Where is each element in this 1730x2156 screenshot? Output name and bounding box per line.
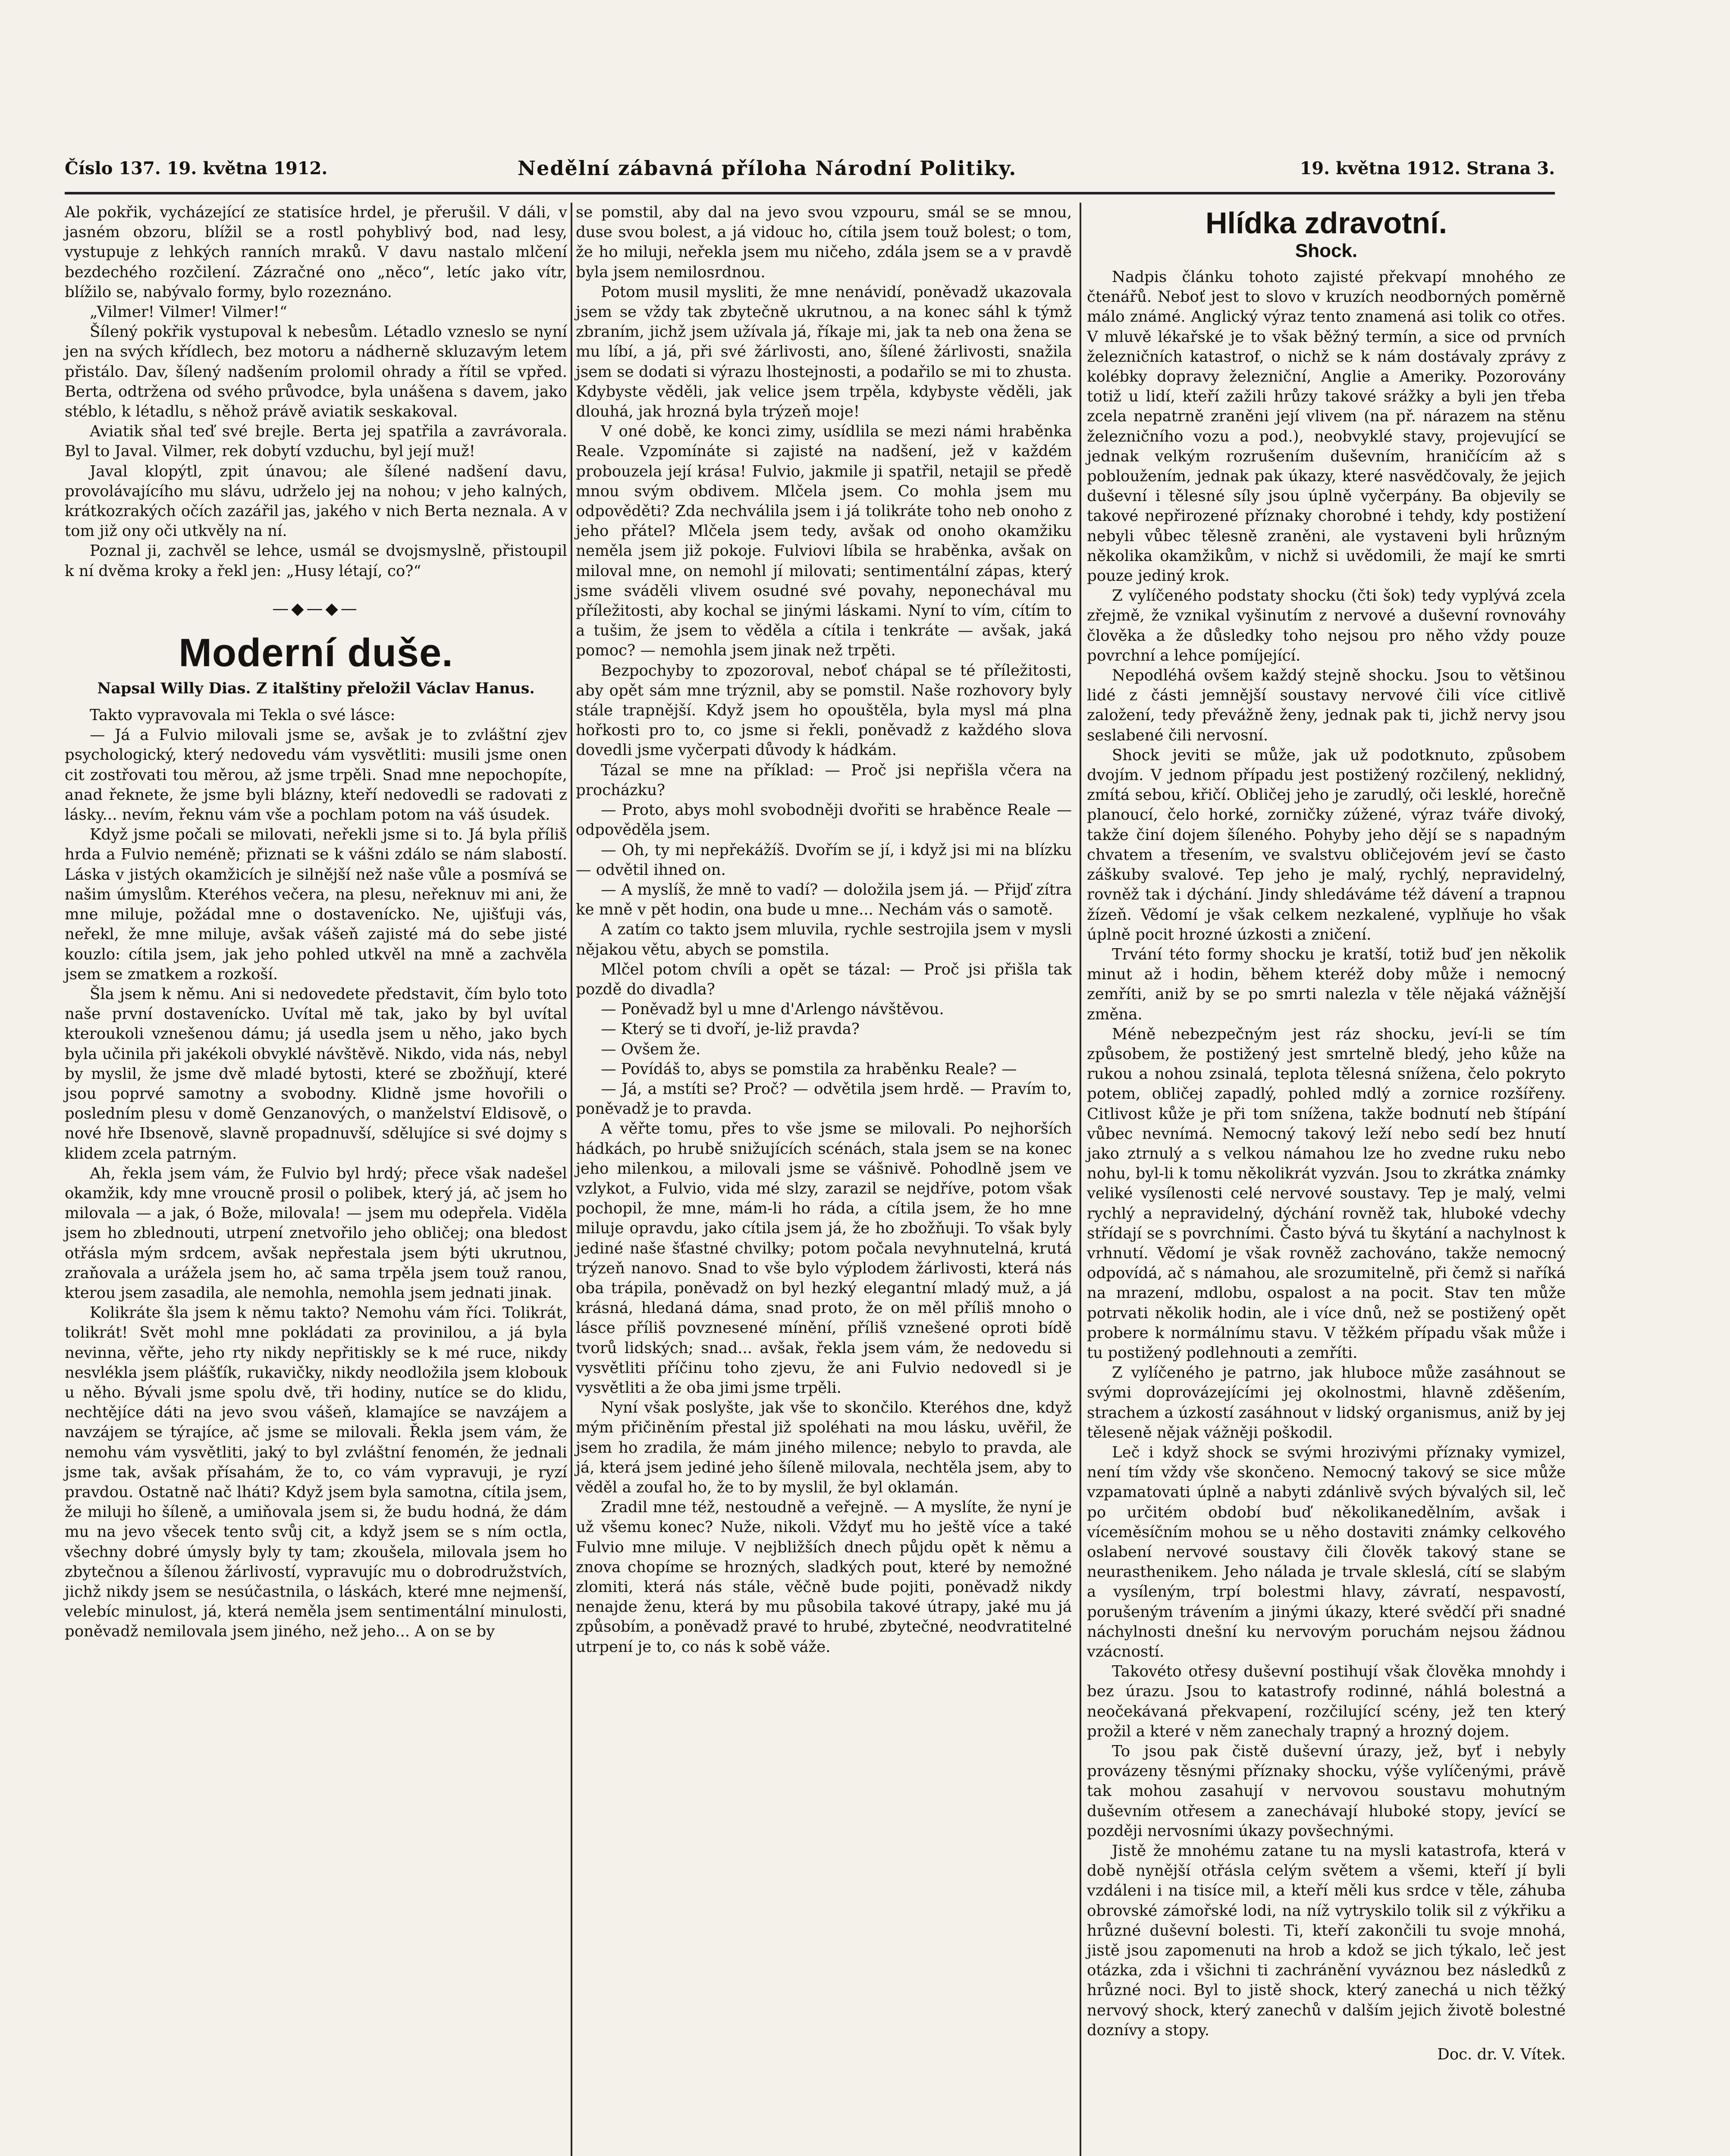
paragraph: Z vylíčeného podstaty shocku (čti šok) tedy vyplývá zcela zřejmě, že vznikal vyšinutím z nervové a duševní rovnováhy člověka a že důsledky toho nejsou pro něho vždy pouze povrchní a lehce pomíjející. bbox=[1087, 587, 1566, 664]
paragraph: Bezpochyby to zpozoroval, neboť chápal se té příležitosti, aby opět sám mne trýznil, aby se pomstil. Naše rozhovory byly stále trapnější. Když jsem ho opouštěla, byla mysl má plna hořkosti pro to, co jsme si řekli, poněvadž z každého slova dovedli jsme vyčerpati důvody k hádkám. bbox=[576, 661, 1072, 759]
paragraph: Nepodléhá ovšem každý stejně shocku. Jsou to většinou lidé z části jemnější soustavy nervové čili více citlivě založení, tedy převážně ženy, jednak pak ti, jichž nervy jsou seslabené čili nervosní. bbox=[1087, 667, 1566, 744]
paragraph: — Já a Fulvio milovali jsme se, avšak je to zvláštní zjev psychologický, který nedovedu vám vysvětliti: musili jsme onen cit zostřovati tou měrou, až jsme trpěli. Snad mne nepochopíte, anad řeknete, že jsme byli blázny, kteří nedovedli se radovati z lásky... nevím, řeknu vám vše a pochlam potom na váš úsudek. bbox=[65, 726, 567, 824]
paragraph: Shock jeviti se může, jak už podotknuto, způsobem dvojím. V jednom případu jest postižený rozčilený, neklidný, zmítá sebou, křičí. Obličej jeho je zarudlý, oči lesklé, horečně planoucí, čelo horké, zorničky zúžené, výraz tváře divoký, takže činí dojem šíleného. Pohyby jeho dějí se s napadným chvatem a třesením, ve svalstvu obličejovém jeví se často záškuby svalové. Tep jeho je malý, rychlý, nepravidelný, rovněž tak i dýchání. Jindy shledáváme též dávení a trapnou žízeň. Vědomí je však celkem nezkalené, vyplňuje ho však úplně pocit hrozné úzkosti a zničení. bbox=[1087, 746, 1566, 943]
paragraph: Ah, řekla jsem vám, že Fulvio byl hrdý; přece však nadešel okamžik, kdy mne vroucně prosil o polibek, který já, ač jsem ho milovala — a jak, ó Bože, milovala! — jsem mu odepřela. Viděla jsem ho zblednouti, utrpení znetvořilo jeho obličej; ona bledost otřásla mým srdcem, avšak nepřestala jsem býti ukrutnou, zraňovala a urážela jsem ho, ač sama trpěla jsem touž ranou, kterou jsem zasadila, ale nemohla, nemohla jsem jednati jinak. bbox=[65, 1164, 567, 1302]
paragraph: Potom musil mysliti, že mne nenávidí, poněvadž ukazovala jsem se vždy tak zbytečně ukrutnou, a na konec sáhl k týmž zbraním, jichž jsem užívala já, říkaje mi, jak ta neb ona žena se mu líbí, a já, při své žárlivosti, ano, šílené žárlivosti, snažila jsem se dodati si výrazu lhostejnosti, a podařilo se mi to zhusta. Kdybyste věděli, jak velice jsem trpěla, kdybyste věděli, jak dlouhá, jak hrozná byla trýzeň moje! bbox=[576, 283, 1072, 421]
paragraph: — Proto, abys mohl svobodněji dvořiti se hraběnce Reale — odpověděla jsem. bbox=[576, 801, 1072, 839]
paragraph: — Oh, ty mi nepřekážíš. Dvořím se jí, i když jsi mi na blízku — odvětil ihned on. bbox=[576, 841, 1072, 879]
story-byline: Napsal Willy Dias. Z italštiny přeložil Václav Hanus. bbox=[97, 680, 535, 698]
page-number: 19. května 1912. Strana 3. bbox=[1300, 158, 1555, 179]
paragraph: Zradil mne též, nestoudně a veřejně. — A myslíte, že nyní je už všemu konec? Nuže, nikoli. Vždyť mu ho ještě více a také Fulvio mne miluje. V nejbližších dnech půjdu opět k němu a znova chopíme se hrozných, sladkých pout, které by nemožné zlomiti, která nás stále, věčně bude pojiti, poněvadž nikdy nenajde ženu, která by mu působila takové útrapy, jaké mu já způsobím, a poněvadž pravé to hrubé, zbytečné, neodvratitelné utrpení je to, co nás k sobě váže. bbox=[576, 1498, 1072, 1656]
section-subtitle: Shock. bbox=[1295, 240, 1358, 261]
paragraph: se pomstil, aby dal na jevo svou vzpouru, smál se se mnou, duse svou bolest, a já vidouc ho, cítila jsem touž bolest; o tom, že ho miluji, neřekla jsem mu ničeho, zdála jsem se a v pravdě byla jsem nemilosrdnou. bbox=[576, 204, 1072, 281]
issue-number: Číslo 137. 19. května 1912. bbox=[65, 158, 328, 179]
story-title: Moderní duše. bbox=[179, 631, 453, 675]
paragraph: To jsou pak čistě duševní úrazy, jež, byť i nebyly provázeny těsnými příznaky shocku, výše vylíčenými, právě tak mohou zasahují v nervovou soustavu mohutným duševním otřesem a zanechávají hluboké stopy, jevící se později nervosními úkazy povšechnými. bbox=[1087, 1742, 1566, 1840]
paragraph: Takto vypravovala mi Tekla o své lásce: bbox=[90, 706, 396, 724]
masthead-title: Nedělní zábavná příloha Národní Politiky. bbox=[518, 157, 1017, 180]
paragraph: Tázal se mne na příklad: — Proč jsi nepřišla včera na procházku? bbox=[576, 761, 1072, 799]
paragraph: Mlčel potom chvíli a opět se tázal: — Proč jsi přišla tak pozdě do divadla? bbox=[576, 960, 1072, 998]
paragraph: Méně nebezpečným jest ráz shocku, jeví-li se tím způsobem, že postižený jest smrtelně bledý, jeho kůže na rukou a nohou zsinalá, teplota tělesná snížena, čelo pokryto potem, obličej zapadlý, pohled mdlý a zornice rozšířeny. Citlivost kůže je při tom snížena, takže bodnutí neb štípání vůbec nevnímá. Nemocný takový leží nebo sedí bez hnutí jako ztrnulý a s velkou námahou lze ho zvedne ruku nebo nohu, byl-li k tomu několikrát vyzván. Jsou to zkrátka známky veliké vysílenosti celé nervové soustavy. Tep je malý, velmi rychlý a nepravidelný, dýchání rovněž tak, hluboké vdechy střídají se s povrchními. Často bývá tu škytání a nachylnost k vrhnutí. Vědomí je však rovněž zachováno, takže nemocný odpovídá, ač s námahou, ale srozumitelně, při čemž si naříká na mrazení, mdlobu, ospalost a na pocit. Stav ten může potrvati několik hodin, ale i více dnů, než se postižený opět probere k normálnímu stavu. V těžkém případu však může i tu postižený podlehnouti a zemříti. bbox=[1087, 1025, 1566, 1362]
paragraph: — A myslíš, že mně to vadí? — doložila jsem já. — Přijď zítra ke mně v pět hodin, ona bude u mne... Nechám vás o samotě. bbox=[576, 881, 1072, 919]
paragraph: — Ovšem že. bbox=[601, 1040, 701, 1058]
paragraph: V oné době, ke konci zimy, usídlila se mezi námi hraběnka Reale. Vzpomínáte si zajisté na nadšení, jež v každém probouzela její krása! Fulvio, jakmile ji spatřil, netajil se předě mnou svým obdivem. Mlčela jsem. Co mohla jsem mu odpověděti? Zda nechválila jsem i já tolikráte toho neb onoho z jeho přátel? Mlčela jsem tedy, avšak od onoho okamžiku neměla jsem již pokoje. Fulviovi líbila se hraběnka, avšak on miloval mne, on nemohl jí milovati; sentimentální zápas, který jsme sváděli vlivem osudné své povahy, neponechával mu příležitosti, aby kochal se jinými láskami. Nyní to vím, cítím to a tušim, že jsem to věděla a cítila i tenkráte — avšak, jaká pomoc? — nemohla jsem jinak než trpěti. bbox=[576, 423, 1072, 660]
paragraph: Leč i když shock se svými hrozivými příznaky vymizel, není tím vždy vše skončeno. Nemocný takový se sice může vzpamatovati úplně a nabyti zdánlivě svých bývalých sil, leč po určitém období buď několikanedělním, avšak i víceměsíčním mohou se u něho dostaviti známky celkového oslabení nervové soustavy čili člověk takový stane se neurasthenikem. Jeho nálada je trvale skleslá, cítí se slabým a vysíleným, trpí bolestmi hlavy, závratí, nespavostí, porušeným trávením a jinými úkazy, které svědčí při snadné náchylnosti dnešní ku nervovým poruchám nejsou žádnou vzácností. bbox=[1087, 1443, 1566, 1661]
paragraph: — Poněvadž byl u mne d'Arlengo návštěvou. bbox=[601, 1000, 944, 1018]
paragraph: — Já, a mstíti se? Proč? — odvětila jsem hrdě. — Pravím to, poněvadž je to pravda. bbox=[576, 1080, 1072, 1118]
column-left bbox=[65, 203, 567, 1642]
paragraph: — Povídáš to, abys se pomstila za hraběnku Reale? — bbox=[601, 1060, 1017, 1078]
paragraph: A věřte tomu, přes to vše jsme se milovali. Po nejhorších hádkách, po hrubě snižujících scénách, stala jsem se na konec jeho milenkou, a milovali jsme se vášnivě. Pohodlně jsem ve vzlykot, a Fulvio, vida mé slzy, zarazil se nejdříve, potom však pochopil, že mne, mám-li ho ráda, a cítila jsem, že ho mne miluje opravdu, jako cítila jsem já, že ho zbožňuji. To však byly jediné naše šťastné chvilky; potom počala nevyhnutelná, krutá trýzeň nanovo. Snad to vše bylo výplodem žárlivosti, která nás oba trápila, poněvadž on byl hezký elegantní mladý muž, a já krásná, hledaná dáma, snad proto, že on měl příliš mnoho o lásce příliš povznesené mínění, příliš vznešené oproti bídě tvorů lidských; snad... avšak, řekla jsem vám, že nedovedu si vysvětliti příčinu toho zjevu, že ani Fulvio nedovedl si je vysvětliti a že oba jimi jsme trpěli. bbox=[576, 1120, 1072, 1397]
paragraph: Trvání této formy shocku je kratší, totiž buď jen několik minut až i hodin, během kteréž doby může i nemocný zemříti, aniž by se po smrti nalezla v těle nějaká vážnější změna. bbox=[1087, 945, 1566, 1023]
paragraph: — Který se ti dvoří, je-liž pravda? bbox=[601, 1020, 860, 1038]
paragraph: Javal klopýtl, zpit únavou; ale šílené nadšení davu, provolávajícího mu slávu, udrželo jej na nohou; v jeho kalných, krátkozrakých očích zazářil jas, jakého v nich Berta neznala. A v tom již ony oči utkvěly na ní. bbox=[65, 462, 567, 540]
author-signature: Doc. dr. V. Vítek. bbox=[1437, 2046, 1566, 2064]
column-middle bbox=[576, 203, 1072, 1657]
section-title: Hlídka zdravotní. bbox=[1205, 206, 1447, 240]
column-divider bbox=[571, 203, 572, 2156]
column-divider bbox=[1080, 203, 1081, 2156]
page-header bbox=[65, 153, 1555, 194]
paragraph: Takovéto otřesy duševní postihují však člověka mnohdy i bez úrazu. Jsou to katastrofy rodinné, náhlá bolestná a neočekávaná překvapení, rozčilující scény, jež ten který prožil a které v něm zanechaly trapný a hrozný dojem. bbox=[1087, 1663, 1566, 1740]
paragraph: Z vylíčeného je patrno, jak hluboce může zasáhnout se svými doprovázejícími jej okolnostmi, hlavně zděšením, strachem a úzkostí zasáhnout v lidský organismus, aniž by jej těleseně nějak vážněji poškodil. bbox=[1087, 1364, 1566, 1442]
paragraph: Nadpis článku tohoto zajisté překvapí mnohého ze čtenářů. Neboť jest to slovo v kruzích neodborných poměrně málo známé. Anglický výraz tento znamená asi tolik co otřes. V mluvě lékařské je to však běžný termín, a sice od prvních železničních katastrof, o nichž se k nám dostávaly zprávy z kolébky dopravy železniční, Anglie a Ameriky. Pozorovány totiž u lidí, kteří zažili hrůzy takové srážky a byli jen třeba zcela nepatrně zraněni její vlivem (na př. nárazem na stěnu železničního vozu a pod.), neobvyklé stavy, projevující se jednak velkým rozrušením duševním, hraničícím až s pobloužením, jednak pak úkazy, které nasvědčovaly, že jejich duševní i tělesné síly jsou úplně vyčerpány. Ba objevily se takové nepřirozené příznaky chorobné i tehdy, kdy postižení nebyli vůbec tělesně zraněni, ale vystaveni byli hrůzným několika okamžikům, v nichž si uvědomili, že mají ke smrti pouze jediný krok. bbox=[1087, 268, 1566, 585]
paragraph: Aviatik sňal teď své brejle. Berta jej spatřila a zavrávorala. Byl to Javal. Vilmer, rek dobytí vzduchu, byl její muž! bbox=[65, 423, 567, 461]
section-ornament: —◆—◆— bbox=[272, 599, 360, 618]
column-right bbox=[1087, 203, 1566, 2065]
paragraph: Jistě že mnohému zatane tu na mysli katastrofa, která v době nynější otřásla celým světem a všemi, kteří jí byli vzdáleni i na tisíce mil, a kteří měli kus srdce v těle, záhuba obrovské zámořské lodi, na níž vytryskilo tolik sil z výkřiku a hrůzné duševní bolesti. Ti, kteří zakončili tu svoje mnohá, jistě jsou zapomenuti na hrob a kdož se jich týkalo, leč jest otázka, zda i všichni ti zachránění vyváznou bez následků z hrůzné noci. Byl to jistě shock, který zanechá u nich těžký nervový shock, který zanechů v dalším jejich životě bolestné doznívy a stopy. bbox=[1087, 1842, 1566, 2039]
paragraph: Šílený pokřik vystupoval k nebesům. Létadlo vzneslo se nyní jen na svých křídlech, bez motoru a nádherně skluzavým letem přistálo. Dav, šílený nadšením prolomil ohrady a řítil se vpřed. Berta, odtržena od svého průvodce, byla unášena s davem, jako stéblo, k létadlu, s něhož právě aviatik seskakoval. bbox=[65, 323, 567, 421]
paragraph: Nyní však poslyšte, jak vše to skončilo. Kteréhos dne, když mým přičiněním přestal již spoléhati na mou lásku, uvěřil, že jsem ho zradila, že mám jiného milence; nebylo to pravda, ale já, která jsem jediné jeho šíleně milovala, nechtěla jsem, aby to věděl a zoufal ho, že to by myslil, že byl oklamán. bbox=[576, 1399, 1072, 1496]
paragraph: Když jsme počali se milovati, neřekli jsme si to. Já byla příliš hrda a Fulvio neméně; přiznati se k vášni zdálo se nám slabostí. Láska v jistých okamžicích je silnější než naše vůle a posmívá se našim úmyslům. Kteréhos večera, na plesu, neřeknuv mi ani, že mne miluje, požádal mne o dostavenícko. Ne, ujišťuji vás, neřekl, že mne miluje, avšak vášeň zajisté má do sebe jisté kouzlo: cítila jsem, jak jeho pohled utkvěl na mně a zachvěla jsem se zmatkem a rozkoší. bbox=[65, 826, 567, 983]
paragraph: Kolikráte šla jsem k němu takto? Nemohu vám říci. Tolikrát, tolikrát! Svět mohl mne pokládati za provinilou, a já byla nevinna, věřte, jeho rty nikdy nepřitiskly se k mé ruce, nikdy nesvlékla jsem plášťík, rukavičky, nikdy neodložila jsem klobouk u něho. Bývali jsme spolu dvě, tři hodiny, nutíce se do klidu, nechtějíce dáti na jevo svou vášeň, klamajíce se navzájem a navzájem se týrajíce, ač jsme se milovali. Řekla jsem vám, že nemohu vám vysvětliti, jaký to byl zvláštní fenomén, že jednali jsme tak, avšak přísahám, že to, co vám vypravuji, je ryzí pravdou. Ostatně nač lháti? Když jsem byla samotna, cítila jsem, že miluji ho šíleně, a umiňovala jsem si, že budu hodná, že dám mu na jevo všecek tento svůj cit, a když jsem se s ním octla, všechny dobré úmysly byly ty tam; zkoušela, milovala jsem ho zbytečnou a šílenou žárlivostí, vypravujíc mu o dobrodružstvích, jichž nikdy jsem se nesúčastnila, o láskách, které mne nejmenší, velebíc minulost, já, která neměla jsem sentimentální minulosti, poněvadž nemilovala jsem jiného, než jeho... A on se by bbox=[65, 1304, 567, 1641]
paragraph: Ale pokřik, vycházející ze statisíce hrdel, je přerušil. V dáli, v jasném obzoru, blížil se a rostl pohyblivý bod, nad lesy, vystupuje z lehkých ranních mraků. V davu nastalo mlčení bezdechého rozčilení. Zázračné ono „něco“, letíc jako vítr, blížilo se, nabývalo formy, bylo rozeznáno. bbox=[65, 204, 567, 301]
paragraph: Šla jsem k němu. Ani si nedovedete představit, čím bylo toto naše první dostavenícko. Uvítal mě tak, jako by byl uvítal kteroukoli vznešenou dámu; já usedla jsem u něho, jako bych byla učinila při jakékoli obvyklé návštěvě. Nikdo, vida nás, nebyl by myslil, že jsme dvě mladé bytosti, které se zbožňují, které jsou poprvé samotny a svobodny. Klidně jsme hovořili o posledním plesu v domě Genzanových, o manželství Eldisově, o nové hře Ibsenově, slavně propadnuvší, sdělujíce si své dojmy s klidem zcela patrným. bbox=[65, 985, 567, 1163]
paragraph: „Vilmer! Vilmer! Vilmer!“ bbox=[90, 303, 288, 321]
paragraph: A zatím co takto jsem mluvila, rychle sestrojila jsem v mysli nějakou větu, abych se pomstila. bbox=[576, 921, 1072, 959]
paragraph: Poznal ji, zachvěl se lehce, usmál se dvojsmyslně, přistoupil k ní dvěma kroky a řekl jen: „Husy létají, co?“ bbox=[65, 542, 567, 580]
